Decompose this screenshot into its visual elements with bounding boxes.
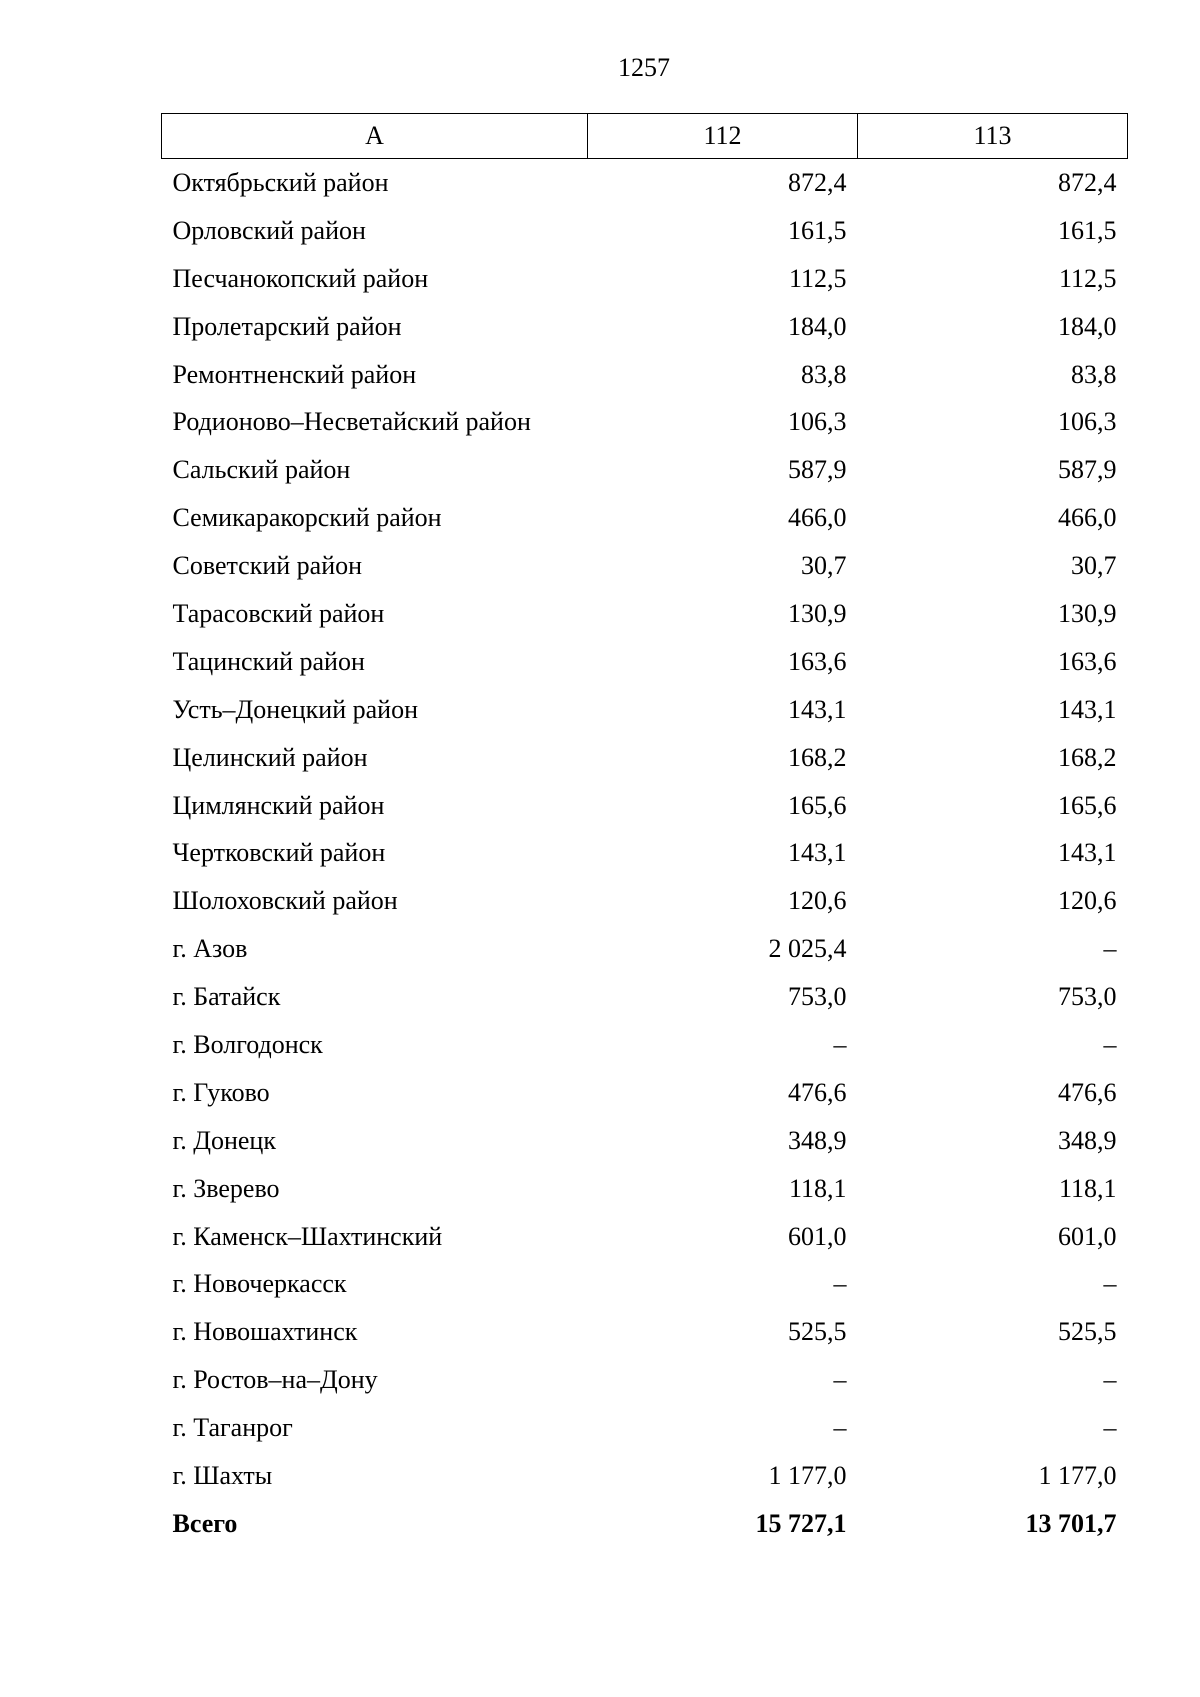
table-row: [162, 925, 1128, 973]
value-112-cell: –: [833, 1413, 847, 1443]
value-113-cell: 348,9: [1058, 1125, 1117, 1155]
row-name-cell: Тацинский район: [172, 646, 365, 676]
value-113-cell: 120,6: [1058, 886, 1117, 916]
value-113-cell: 168,2: [1058, 742, 1117, 772]
total-112-cell: 15 727,1: [755, 1508, 847, 1538]
page-number: 1257: [618, 53, 670, 82]
value-113-cell: –: [1103, 1413, 1117, 1443]
value-112-cell: 165,6: [788, 790, 847, 820]
value-112-cell: 130,9: [788, 598, 847, 628]
row-name-cell: г. Таганрог: [172, 1413, 293, 1443]
row-name-cell: Цимлянский район: [172, 790, 385, 820]
table-row: [162, 1165, 1128, 1213]
table-row: [162, 398, 1128, 446]
table-row: [162, 303, 1128, 351]
row-name-cell: Шолоховский район: [172, 886, 398, 916]
row-name-cell: Пролетарский район: [172, 311, 402, 341]
value-112-cell: 168,2: [788, 742, 847, 772]
value-112-cell: –: [833, 1269, 847, 1299]
total-row: [162, 1500, 1128, 1548]
value-112-cell: 30,7: [801, 551, 847, 581]
value-113-cell: –: [1103, 1365, 1117, 1395]
value-112-cell: 872,4: [788, 167, 847, 197]
table-row: [162, 1117, 1128, 1165]
value-113-cell: –: [1103, 934, 1117, 964]
row-name-cell: г. Гуково: [172, 1077, 270, 1107]
table-row: [162, 255, 1128, 303]
row-name-cell: г. Каменск–Шахтинский: [172, 1221, 443, 1251]
table-row: [162, 446, 1128, 494]
table-row: [162, 590, 1128, 638]
value-113-cell: 83,8: [1071, 359, 1117, 389]
row-name-cell: г. Новошахтинск: [172, 1317, 358, 1347]
value-112-cell: 106,3: [788, 407, 847, 437]
value-113-cell: 106,3: [1058, 407, 1117, 437]
value-112-cell: 525,5: [788, 1317, 847, 1347]
value-112-cell: 143,1: [788, 694, 847, 724]
table-row: [162, 734, 1128, 782]
value-112-cell: 587,9: [788, 455, 847, 485]
row-name-cell: г. Азов: [172, 934, 248, 964]
value-113-cell: 1 177,0: [1038, 1460, 1117, 1490]
value-112-cell: 1 177,0: [768, 1460, 847, 1490]
table-row: [162, 877, 1128, 925]
table-body: [162, 159, 1128, 1548]
value-112-cell: 83,8: [801, 359, 847, 389]
table-row: [162, 1021, 1128, 1069]
value-112-cell: 753,0: [788, 982, 847, 1012]
value-113-cell: 476,6: [1058, 1077, 1117, 1107]
row-name-cell: Усть–Донецкий район: [172, 694, 418, 724]
table-row: [162, 638, 1128, 686]
table-row: [162, 494, 1128, 542]
row-name-cell: г. Волгодонск: [172, 1029, 323, 1059]
value-113-cell: 30,7: [1071, 551, 1117, 581]
value-112-cell: 466,0: [788, 503, 847, 533]
header-cell-a: А: [162, 114, 588, 159]
row-name-cell: Песчанокопский район: [172, 263, 429, 293]
table-row: [162, 686, 1128, 734]
value-113-cell: 130,9: [1058, 598, 1117, 628]
table-row: [162, 1452, 1128, 1500]
row-name-cell: Орловский район: [172, 215, 366, 245]
table-row: [162, 542, 1128, 590]
table-row: [162, 159, 1128, 207]
row-name-cell: г. Шахты: [172, 1460, 273, 1490]
table-row: [162, 1308, 1128, 1356]
table-row: [162, 829, 1128, 877]
row-name-cell: г. Зверево: [172, 1173, 280, 1203]
value-112-cell: 348,9: [788, 1125, 847, 1155]
table-row: [162, 1260, 1128, 1308]
value-112-cell: 184,0: [788, 311, 847, 341]
row-name-cell: Целинский район: [172, 742, 368, 772]
value-113-cell: 165,6: [1058, 790, 1117, 820]
value-113-cell: 184,0: [1058, 311, 1117, 341]
value-113-cell: 753,0: [1058, 982, 1117, 1012]
value-112-cell: –: [833, 1029, 847, 1059]
table-row: [162, 973, 1128, 1021]
value-113-cell: 161,5: [1058, 215, 1117, 245]
value-113-cell: 143,1: [1058, 838, 1117, 868]
value-113-cell: 112,5: [1058, 263, 1117, 293]
value-113-cell: 601,0: [1058, 1221, 1117, 1251]
total-label-cell: Всего: [172, 1508, 238, 1538]
value-112-cell: 118,1: [788, 1173, 847, 1203]
row-name-cell: г. Батайск: [172, 982, 281, 1012]
value-112-cell: 2 025,4: [768, 934, 847, 964]
value-113-cell: 143,1: [1058, 694, 1117, 724]
row-name-cell: Тарасовский район: [172, 598, 385, 628]
table-row: [162, 1069, 1128, 1117]
value-113-cell: –: [1103, 1269, 1117, 1299]
row-name-cell: Родионово–Несветайский район: [172, 407, 531, 437]
value-113-cell: 525,5: [1058, 1317, 1117, 1347]
header-cell-112: 112: [588, 114, 858, 159]
table-row: [162, 351, 1128, 399]
value-112-cell: 143,1: [788, 838, 847, 868]
data-table: [161, 113, 1128, 1548]
value-112-cell: 163,6: [788, 646, 847, 676]
row-name-cell: Чертковский район: [172, 838, 386, 868]
value-113-cell: 872,4: [1058, 167, 1117, 197]
value-113-cell: 466,0: [1058, 503, 1117, 533]
value-112-cell: 601,0: [788, 1221, 847, 1251]
row-name-cell: Октябрьский район: [172, 167, 389, 197]
table-row: [162, 207, 1128, 255]
value-113-cell: 587,9: [1058, 455, 1117, 485]
table-row: [162, 1356, 1128, 1404]
value-112-cell: 120,6: [788, 886, 847, 916]
header-cell-113: 113: [858, 114, 1128, 159]
row-name-cell: г. Донецк: [172, 1125, 276, 1155]
table-header-row: [162, 114, 1128, 159]
value-113-cell: 118,1: [1058, 1173, 1117, 1203]
value-112-cell: 161,5: [788, 215, 847, 245]
table-row: [162, 1404, 1128, 1452]
table-row: [162, 1213, 1128, 1261]
row-name-cell: Сальский район: [172, 455, 351, 485]
row-name-cell: Советский район: [172, 551, 363, 581]
value-113-cell: –: [1103, 1029, 1117, 1059]
row-name-cell: г. Новочеркасск: [172, 1269, 347, 1299]
total-113-cell: 13 701,7: [1025, 1508, 1117, 1538]
value-113-cell: 163,6: [1058, 646, 1117, 676]
value-112-cell: –: [833, 1365, 847, 1395]
value-112-cell: 476,6: [788, 1077, 847, 1107]
row-name-cell: г. Ростов–на–Дону: [172, 1365, 378, 1395]
value-112-cell: 112,5: [788, 263, 847, 293]
row-name-cell: Семикаракорский район: [172, 503, 442, 533]
row-name-cell: Ремонтненский район: [172, 359, 417, 389]
table-row: [162, 782, 1128, 830]
